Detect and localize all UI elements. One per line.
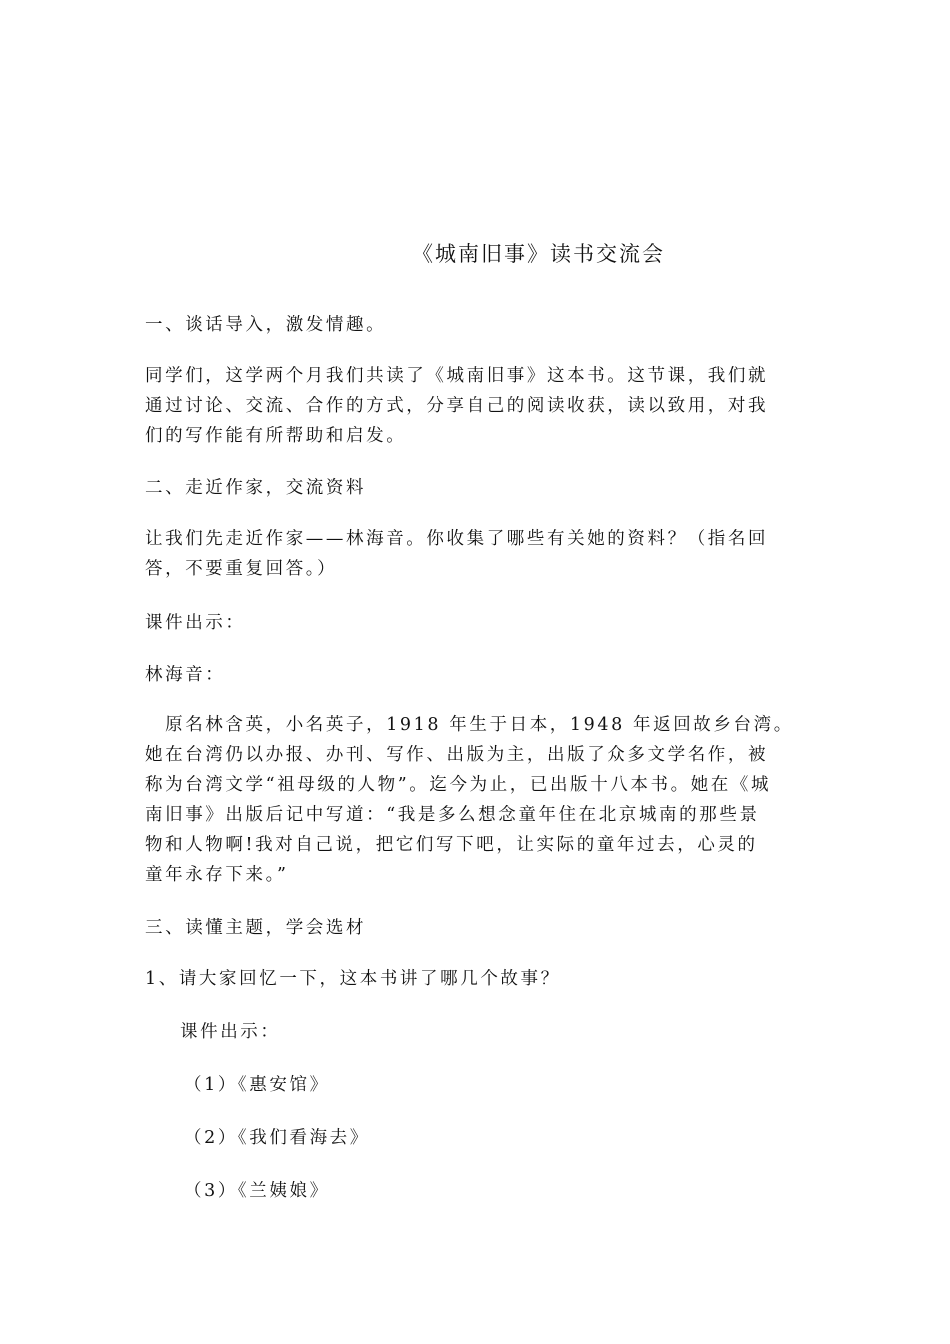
section1-body: [145, 361, 810, 451]
story-item: （2）《我们看海去》: [184, 1128, 370, 1148]
section2-body-line: 让我们先走近作家——林海音。你收集了哪些有关她的资料？（指名回: [145, 529, 769, 549]
section1-body-line: 通过讨论、交流、合作的方式，分享自己的阅读收获，读以致用，对我: [145, 396, 769, 416]
section1-body-line: 们的写作能有所帮助和启发。: [145, 426, 407, 446]
section1-heading: 一、谈话导入，激发情趣。: [145, 315, 387, 335]
courseware-label: 课件出示：: [145, 613, 246, 633]
author-bio: [145, 710, 810, 890]
author-bio-line: 物和人物啊!我对自己说，把它们写下吧，让实际的童年过去，心灵的: [145, 835, 758, 855]
courseware-label-2: 课件出示：: [180, 1022, 281, 1042]
section1-body-line: 同学们，这学两个月我们共读了《城南旧事》这本书。这节课，我们就: [145, 366, 769, 386]
author-bio-line: 童年永存下来。”: [145, 865, 289, 885]
section3-heading: 三、读懂主题，学会选材: [145, 918, 367, 938]
author-bio-line: 称为台湾文学“祖母级的人物”。迄今为止，已出版十八本书。她在《城: [145, 775, 772, 795]
document-title: 《城南旧事》读书交流会: [412, 242, 665, 266]
author-bio-line: 原名林含英，小名英子，1918 年生于日本，1948 年返回故乡台湾。: [145, 715, 794, 735]
story-item: （1）《惠安馆》: [184, 1075, 330, 1095]
question-1: 1、请大家回忆一下，这本书讲了哪几个故事？: [145, 969, 561, 989]
section2-body: [145, 524, 810, 584]
story-item: （3）《兰姨娘》: [184, 1181, 330, 1201]
author-bio-line: 她在台湾仍以办报、办刊、写作、出版为主，出版了众多文学名作，被: [145, 745, 769, 765]
author-label: 林海音：: [145, 665, 226, 685]
section2-body-line: 答，不要重复回答。）: [145, 559, 338, 579]
section2-heading: 二、走近作家，交流资料: [145, 478, 367, 498]
author-bio-line: 南旧事》出版后记中写道：“我是多么想念童年住在北京城南的那些景: [145, 805, 760, 825]
